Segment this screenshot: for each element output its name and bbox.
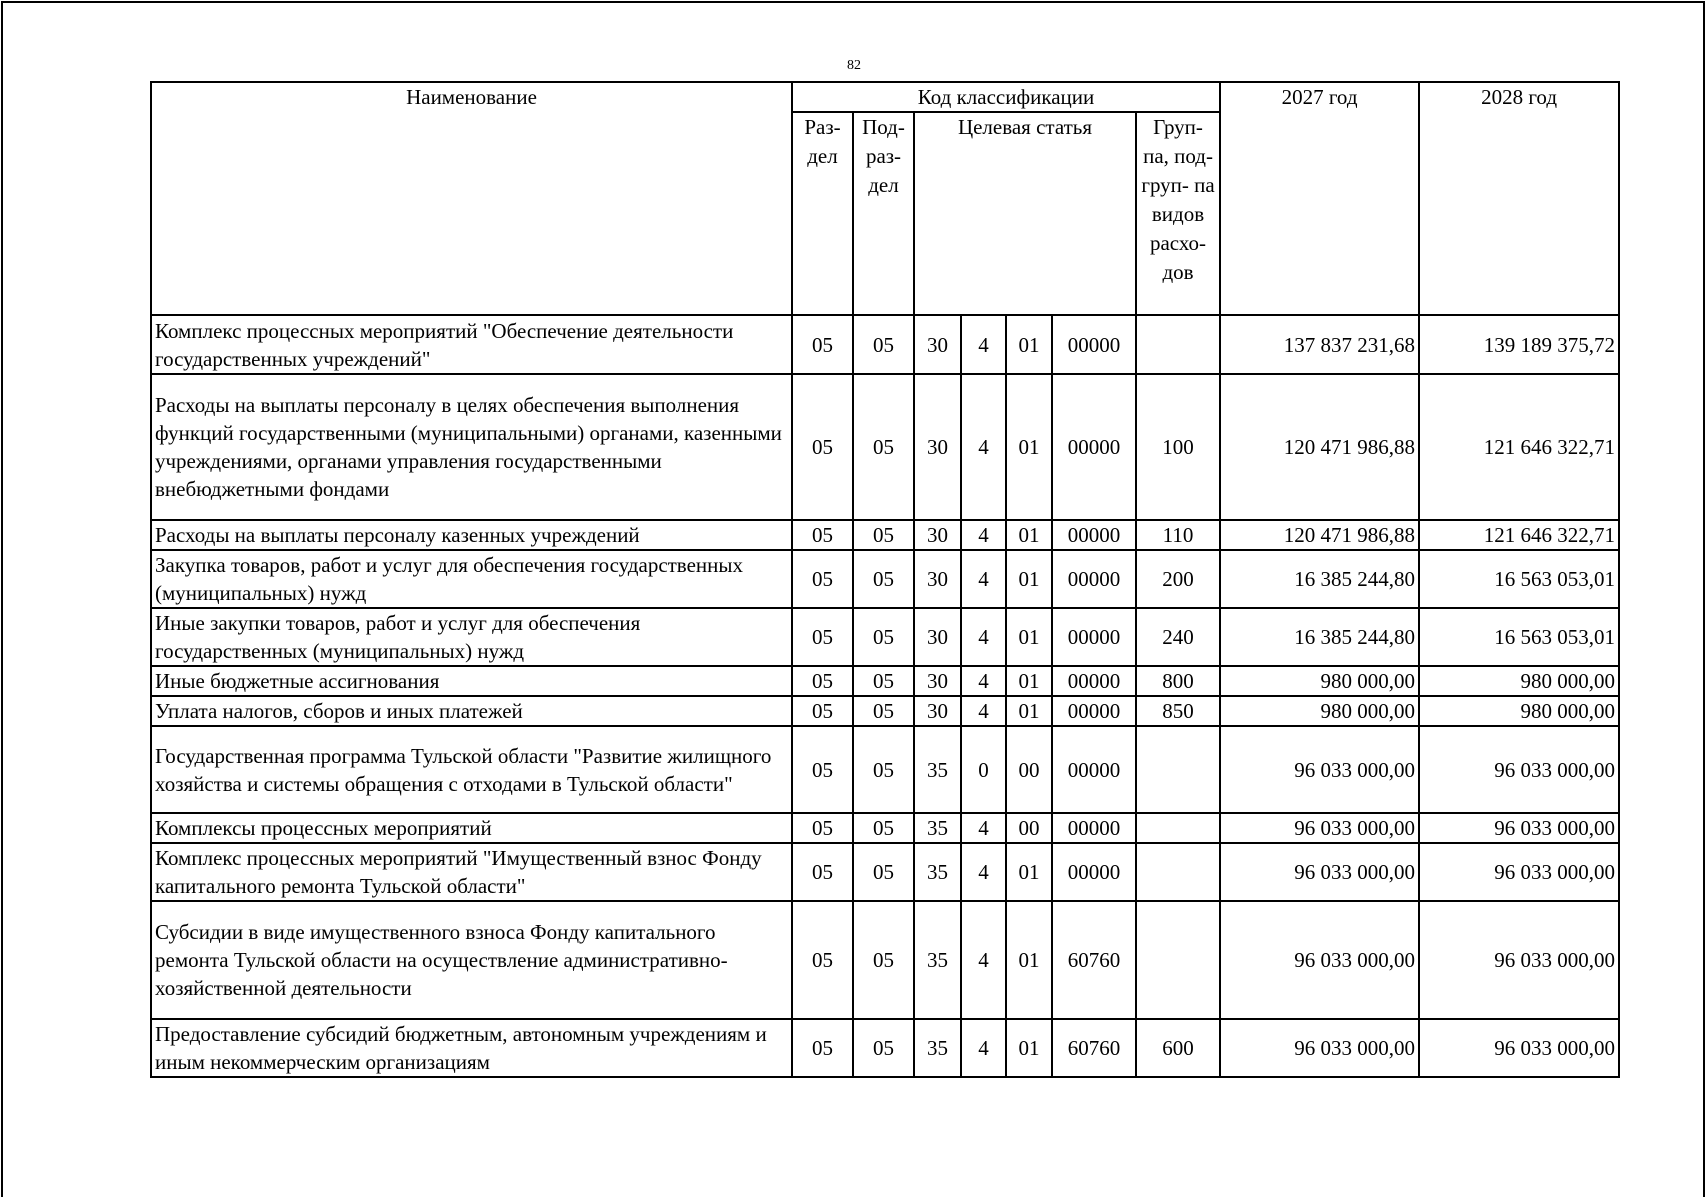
- table-row: [151, 696, 1619, 726]
- table-row: [151, 374, 1619, 520]
- row-name: Уплата налогов, сборов и иных платежей: [151, 696, 792, 726]
- target-article-part4: 00000: [1052, 696, 1136, 726]
- target-article-part3: 01: [1006, 374, 1052, 520]
- vid-rashodov-cell: 200: [1136, 550, 1220, 608]
- target-article-part3: 00: [1006, 813, 1052, 843]
- target-article-part2: 0: [961, 726, 1006, 813]
- razdel-cell: 05: [792, 726, 853, 813]
- podrazdel-cell: 05: [853, 813, 914, 843]
- podrazdel-cell: 05: [853, 666, 914, 696]
- target-article-part3: 01: [1006, 608, 1052, 666]
- row-name: Предоставление субсидий бюджетным, автономным учреждениям и иным некоммерческим организациям: [151, 1019, 792, 1077]
- target-article-part4: 00000: [1052, 666, 1136, 696]
- row-name: Государственная программа Тульской области "Развитие жилищного хозяйства и системы обращения с отходами в Тульской области": [151, 726, 792, 813]
- razdel-cell: 05: [792, 696, 853, 726]
- row-name: Иные бюджетные ассигнования: [151, 666, 792, 696]
- vid-rashodov-cell: 240: [1136, 608, 1220, 666]
- vid-rashodov-cell: [1136, 843, 1220, 901]
- vid-rashodov-cell: [1136, 726, 1220, 813]
- podrazdel-cell: 05: [853, 550, 914, 608]
- target-article-part4: 00000: [1052, 550, 1136, 608]
- amount-2027: 16 385 244,80: [1220, 550, 1419, 608]
- amount-2028: 980 000,00: [1419, 696, 1619, 726]
- header-vid-rashodov: Груп- па, под- груп- па видов расхо- дов: [1136, 112, 1220, 315]
- amount-2027: 120 471 986,88: [1220, 520, 1419, 550]
- vid-rashodov-cell: 600: [1136, 1019, 1220, 1077]
- vid-rashodov-cell: [1136, 315, 1220, 374]
- target-article-part4: 00000: [1052, 315, 1136, 374]
- vid-rashodov-cell: [1136, 813, 1220, 843]
- header-year-2028: 2028 год: [1419, 82, 1619, 315]
- razdel-cell: 05: [792, 813, 853, 843]
- amount-2028: 16 563 053,01: [1419, 608, 1619, 666]
- podrazdel-cell: 05: [853, 608, 914, 666]
- target-article-part2: 4: [961, 608, 1006, 666]
- target-article-part2: 4: [961, 901, 1006, 1019]
- amount-2027: 96 033 000,00: [1220, 1019, 1419, 1077]
- target-article-part4: 00000: [1052, 843, 1136, 901]
- header-name: Наименование: [151, 82, 792, 315]
- table-header: [151, 82, 1619, 315]
- amount-2028: 96 033 000,00: [1419, 901, 1619, 1019]
- podrazdel-cell: 05: [853, 901, 914, 1019]
- target-article-part2: 4: [961, 666, 1006, 696]
- row-name: Закупка товаров, работ и услуг для обеспечения государственных (муниципальных) нужд: [151, 550, 792, 608]
- target-article-part1: 30: [914, 520, 961, 550]
- amount-2028: 16 563 053,01: [1419, 550, 1619, 608]
- vid-rashodov-cell: [1136, 901, 1220, 1019]
- target-article-part1: 35: [914, 813, 961, 843]
- target-article-part3: 01: [1006, 520, 1052, 550]
- target-article-part4: 60760: [1052, 901, 1136, 1019]
- page-number: 82: [847, 58, 861, 73]
- razdel-cell: 05: [792, 666, 853, 696]
- vid-rashodov-cell: 110: [1136, 520, 1220, 550]
- razdel-cell: 05: [792, 843, 853, 901]
- podrazdel-cell: 05: [853, 1019, 914, 1077]
- amount-2028: 139 189 375,72: [1419, 315, 1619, 374]
- table-row: [151, 315, 1619, 374]
- target-article-part4: 00000: [1052, 374, 1136, 520]
- table-row: [151, 843, 1619, 901]
- row-name: Расходы на выплаты персоналу казенных учреждений: [151, 520, 792, 550]
- row-name: Расходы на выплаты персоналу в целях обеспечения выполнения функций государственными (муниципальными) органами, казенными учреждениями, органами управления государственными внебюджетными фондами: [151, 374, 792, 520]
- row-name: Комплекс процессных мероприятий "Имущественный взнос Фонду капитального ремонта Тульской области": [151, 843, 792, 901]
- header-razdel: Раз- дел: [792, 112, 853, 315]
- razdel-cell: 05: [792, 550, 853, 608]
- target-article-part2: 4: [961, 520, 1006, 550]
- amount-2028: 96 033 000,00: [1419, 726, 1619, 813]
- row-name: Комплекс процессных мероприятий "Обеспечение деятельности государственных учреждений": [151, 315, 792, 374]
- razdel-cell: 05: [792, 1019, 853, 1077]
- table-row: [151, 901, 1619, 1019]
- target-article-part1: 35: [914, 1019, 961, 1077]
- header-target-article: Целевая статья: [914, 112, 1136, 315]
- target-article-part4: 00000: [1052, 726, 1136, 813]
- target-article-part1: 30: [914, 550, 961, 608]
- razdel-cell: 05: [792, 315, 853, 374]
- target-article-part1: 35: [914, 901, 961, 1019]
- target-article-part3: 01: [1006, 843, 1052, 901]
- target-article-part2: 4: [961, 315, 1006, 374]
- razdel-cell: 05: [792, 374, 853, 520]
- razdel-cell: 05: [792, 901, 853, 1019]
- amount-2028: 121 646 322,71: [1419, 374, 1619, 520]
- amount-2027: 120 471 986,88: [1220, 374, 1419, 520]
- amount-2027: 137 837 231,68: [1220, 315, 1419, 374]
- target-article-part2: 4: [961, 813, 1006, 843]
- amount-2027: 96 033 000,00: [1220, 843, 1419, 901]
- target-article-part1: 30: [914, 374, 961, 520]
- target-article-part3: 01: [1006, 1019, 1052, 1077]
- podrazdel-cell: 05: [853, 520, 914, 550]
- row-name: Субсидии в виде имущественного взноса Фонду капитального ремонта Тульской области на осуществление административно-хозяйственной деятельности: [151, 901, 792, 1019]
- amount-2027: 96 033 000,00: [1220, 813, 1419, 843]
- amount-2027: 96 033 000,00: [1220, 901, 1419, 1019]
- vid-rashodov-cell: 800: [1136, 666, 1220, 696]
- podrazdel-cell: 05: [853, 374, 914, 520]
- target-article-part1: 30: [914, 608, 961, 666]
- target-article-part4: 00000: [1052, 813, 1136, 843]
- table-row: [151, 726, 1619, 813]
- row-name: Иные закупки товаров, работ и услуг для обеспечения государственных (муниципальных) нужд: [151, 608, 792, 666]
- amount-2028: 96 033 000,00: [1419, 813, 1619, 843]
- razdel-cell: 05: [792, 608, 853, 666]
- table-row: [151, 608, 1619, 666]
- vid-rashodov-cell: 850: [1136, 696, 1220, 726]
- amount-2027: 980 000,00: [1220, 666, 1419, 696]
- podrazdel-cell: 05: [853, 696, 914, 726]
- podrazdel-cell: 05: [853, 843, 914, 901]
- vid-rashodov-cell: 100: [1136, 374, 1220, 520]
- target-article-part3: 01: [1006, 315, 1052, 374]
- target-article-part2: 4: [961, 1019, 1006, 1077]
- target-article-part1: 30: [914, 315, 961, 374]
- amount-2028: 96 033 000,00: [1419, 843, 1619, 901]
- target-article-part3: 00: [1006, 726, 1052, 813]
- podrazdel-cell: 05: [853, 726, 914, 813]
- target-article-part2: 4: [961, 843, 1006, 901]
- table-row: [151, 813, 1619, 843]
- target-article-part4: 60760: [1052, 1019, 1136, 1077]
- table-row: [151, 666, 1619, 696]
- header-code-group: Код классификации: [792, 82, 1220, 112]
- amount-2028: 96 033 000,00: [1419, 1019, 1619, 1077]
- target-article-part3: 01: [1006, 696, 1052, 726]
- header-year-2027: 2027 год: [1220, 82, 1419, 315]
- table-body: [151, 315, 1619, 1077]
- target-article-part1: 35: [914, 726, 961, 813]
- amount-2027: 96 033 000,00: [1220, 726, 1419, 813]
- amount-2028: 121 646 322,71: [1419, 520, 1619, 550]
- target-article-part2: 4: [961, 550, 1006, 608]
- target-article-part3: 01: [1006, 901, 1052, 1019]
- amount-2027: 980 000,00: [1220, 696, 1419, 726]
- target-article-part1: 30: [914, 696, 961, 726]
- target-article-part4: 00000: [1052, 520, 1136, 550]
- target-article-part3: 01: [1006, 666, 1052, 696]
- target-article-part1: 30: [914, 666, 961, 696]
- row-name: Комплексы процессных мероприятий: [151, 813, 792, 843]
- target-article-part4: 00000: [1052, 608, 1136, 666]
- table-row: [151, 1019, 1619, 1077]
- budget-table: [150, 81, 1620, 1078]
- target-article-part1: 35: [914, 843, 961, 901]
- target-article-part3: 01: [1006, 550, 1052, 608]
- table-row: [151, 520, 1619, 550]
- podrazdel-cell: 05: [853, 315, 914, 374]
- amount-2027: 16 385 244,80: [1220, 608, 1419, 666]
- target-article-part2: 4: [961, 696, 1006, 726]
- razdel-cell: 05: [792, 520, 853, 550]
- target-article-part2: 4: [961, 374, 1006, 520]
- table-row: [151, 550, 1619, 608]
- amount-2028: 980 000,00: [1419, 666, 1619, 696]
- header-podrazdel: Под- раз- дел: [853, 112, 914, 315]
